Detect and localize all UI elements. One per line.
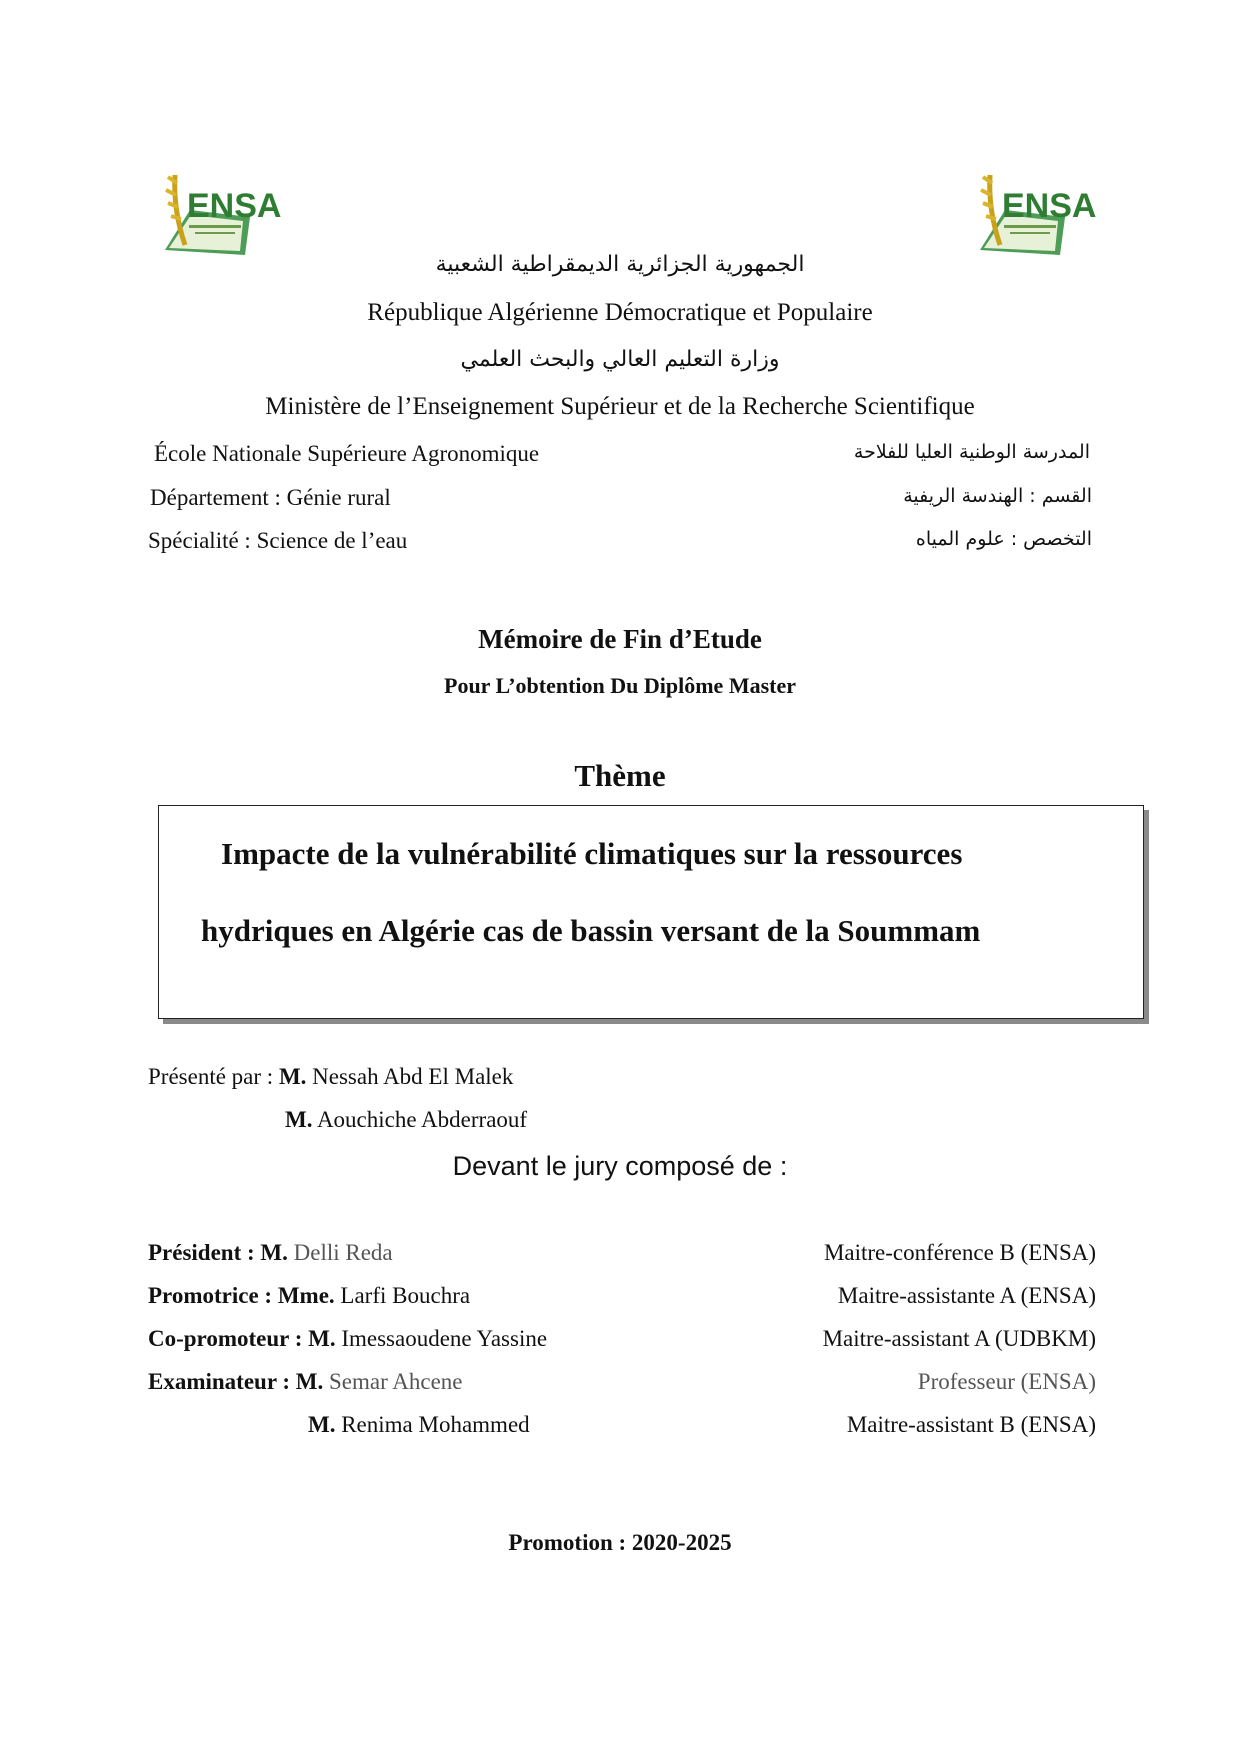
jury-role: M. [308,1412,336,1437]
svg-text:ENSA: ENSA [1002,187,1097,225]
school-fr: École Nationale Supérieure Agronomique [154,441,540,466]
presenter-2-name: Aouchiche Abderraouf [312,1107,528,1132]
theme-label: Thème [574,758,666,793]
presented-label: Présenté par : [148,1064,279,1089]
jury-rank: Maitre-conférence B (ENSA) [823,1240,1096,1265]
promotion: Promotion : 2020-2025 [508,1530,732,1555]
presenter-1-title: M. [278,1064,307,1089]
arabic-ministry: وزارة التعليم العالي والبحث العلمي [460,347,780,372]
department-ar: القسم : الهندسة الريفية [903,485,1092,507]
jury-name: Delli Reda [287,1240,393,1265]
jury-rank: Professeur (ENSA) [917,1369,1096,1394]
jury-role: Co-promoteur : M. [148,1326,336,1351]
jury-rank: Maitre-assistant A (UDBKM) [822,1326,1096,1351]
thesis-title: Mémoire de Fin d’Etude [478,624,762,654]
jury-row [148,1283,1096,1319]
jury-name: Larfi Bouchra [334,1283,471,1308]
school-ar: المدرسة الوطنية العليا للفلاحة [853,441,1090,463]
department-fr: Département : Génie rural [150,485,391,510]
jury-name: Imessaoudene Yassine [335,1326,548,1351]
speciality-fr: Spécialité : Science de l’eau [148,528,408,553]
presenter-2 [285,1107,527,1133]
jury-role: Examinateur : M. [148,1369,324,1394]
jury-name: Renima Mohammed [335,1412,530,1437]
svg-text:ENSA: ENSA [187,187,282,225]
arabic-republic: الجمهورية الجزائرية الديمقراطية الشعبية [435,252,805,277]
presenter-2-title: M. [285,1107,313,1132]
theme-line-2: hydriques en Algérie cas de bassin versant de la Soummam [201,913,981,948]
jury-heading: Devant le jury composé de : [452,1151,788,1181]
ensa-logo-right [970,155,1097,265]
presenter-1-name: Nessah Abd El Malek [306,1064,514,1089]
jury-rank: Maitre-assistante A (ENSA) [837,1283,1096,1308]
jury-rank: Maitre-assistant B (ENSA) [846,1412,1096,1437]
jury-row [148,1240,1096,1276]
jury-row [148,1326,1096,1362]
thesis-subtitle: Pour L’obtention Du Diplôme Master [444,673,796,698]
jury-role: Président : M. [148,1240,288,1265]
presenter-1 [148,1064,513,1090]
jury-name: Semar Ahcene [323,1369,463,1394]
theme-box [158,805,1144,1019]
jury-role: Promotrice : Mme. [148,1283,335,1308]
republic-name: République Algérienne Démocratique et Populaire [367,299,873,326]
ministry-name: Ministère de l’Enseignement Supérieur et de la Recherche Scientifique [265,393,975,420]
jury-row [148,1369,1096,1405]
jury-row [148,1412,1096,1448]
ensa-logo-left [155,155,282,265]
theme-line-1: Impacte de la vulnérabilité climatiques sur la ressources [221,836,963,871]
speciality-ar: التخصص : علوم المياه [915,528,1092,550]
